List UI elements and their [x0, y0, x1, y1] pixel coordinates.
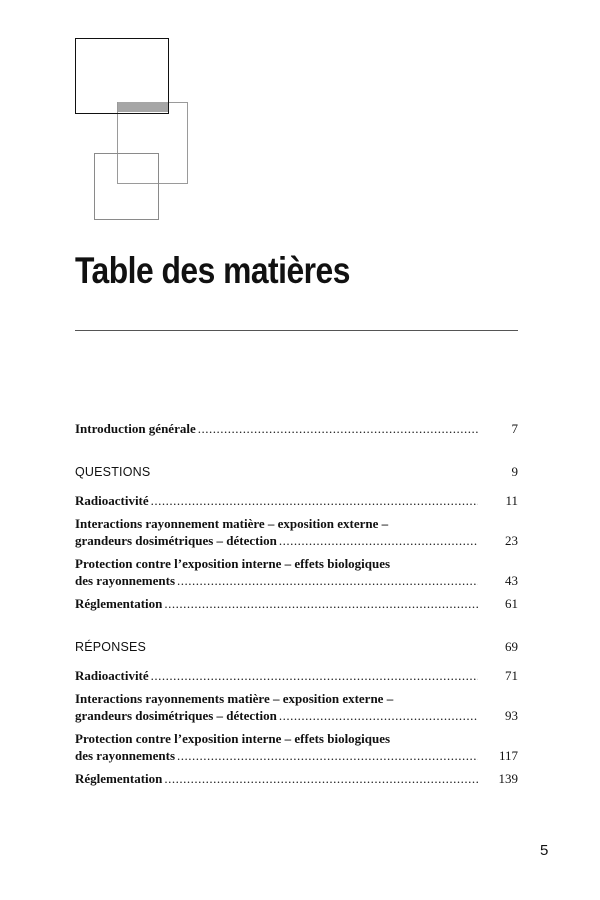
toc-page-number: 117 — [498, 748, 518, 763]
dot-leader — [279, 532, 478, 549]
dot-leader — [151, 492, 478, 509]
dot-leader — [177, 747, 478, 764]
toc-entry-reponses-interactions[interactable] — [75, 690, 518, 724]
decorative-square-bottom — [94, 153, 159, 220]
table-of-contents — [75, 420, 518, 787]
toc-page-number: 11 — [505, 493, 518, 508]
toc-entry-reponses-protection[interactable] — [75, 730, 518, 764]
dot-leader — [151, 667, 478, 684]
dot-leader — [198, 420, 478, 437]
dot-leader — [164, 595, 478, 612]
page-number: 5 — [540, 842, 549, 859]
toc-page-number: 43 — [505, 573, 518, 588]
toc-entry-label-line2: des rayonnements — [75, 748, 176, 763]
page-title: Table des matières — [75, 250, 350, 291]
toc-entry-label-line1: Protection contre l’exposition interne – effets biologiques — [75, 556, 391, 571]
toc-page-number: 69 — [505, 639, 518, 654]
toc-entry-label-line1: Interactions rayonnement matière – exposition externe – — [75, 516, 389, 531]
toc-page-number: 7 — [511, 421, 518, 436]
toc-page-number: 23 — [505, 533, 518, 548]
toc-entry-introduction[interactable] — [75, 420, 518, 437]
toc-entry-questions-radioactivite[interactable] — [75, 492, 518, 509]
toc-page-number: 71 — [505, 668, 518, 683]
dot-leader — [279, 707, 478, 724]
toc-entry-reponses-radioactivite[interactable] — [75, 667, 518, 684]
toc-entry-questions-protection[interactable] — [75, 555, 518, 589]
toc-entry-label: Radioactivité — [75, 668, 149, 683]
toc-entry-label: Radioactivité — [75, 493, 149, 508]
toc-section-reponses[interactable] — [75, 638, 518, 656]
title-rule — [75, 330, 518, 331]
toc-entry-questions-reglementation[interactable] — [75, 595, 518, 612]
toc-page-number: 93 — [505, 708, 518, 723]
toc-entry-label-line1: Protection contre l’exposition interne – effets biologiques — [75, 731, 391, 746]
toc-entry-label: Réglementation — [75, 771, 163, 786]
toc-entry-reponses-reglementation[interactable] — [75, 770, 518, 787]
section-heading: QUESTIONS — [75, 465, 151, 479]
dot-leader — [177, 572, 478, 589]
toc-page-number: 139 — [498, 771, 518, 786]
toc-page-number: 9 — [511, 464, 518, 479]
toc-entry-questions-interactions[interactable] — [75, 515, 518, 549]
dot-leader — [164, 770, 478, 787]
toc-entry-label-line2: grandeurs dosimétriques – détection — [75, 533, 277, 548]
toc-entry-label-line2: des rayonnements — [75, 573, 176, 588]
decorative-square-top — [75, 38, 169, 114]
toc-entry-label: Réglementation — [75, 596, 163, 611]
toc-entry-label: Introduction générale — [75, 421, 196, 436]
section-heading: RÉPONSES — [75, 640, 147, 654]
toc-section-questions[interactable] — [75, 463, 518, 481]
toc-entry-label-line1: Interactions rayonnements matière – exposition externe – — [75, 691, 394, 706]
toc-entry-label-line2: grandeurs dosimétriques – détection — [75, 708, 277, 723]
toc-page-number: 61 — [505, 596, 518, 611]
